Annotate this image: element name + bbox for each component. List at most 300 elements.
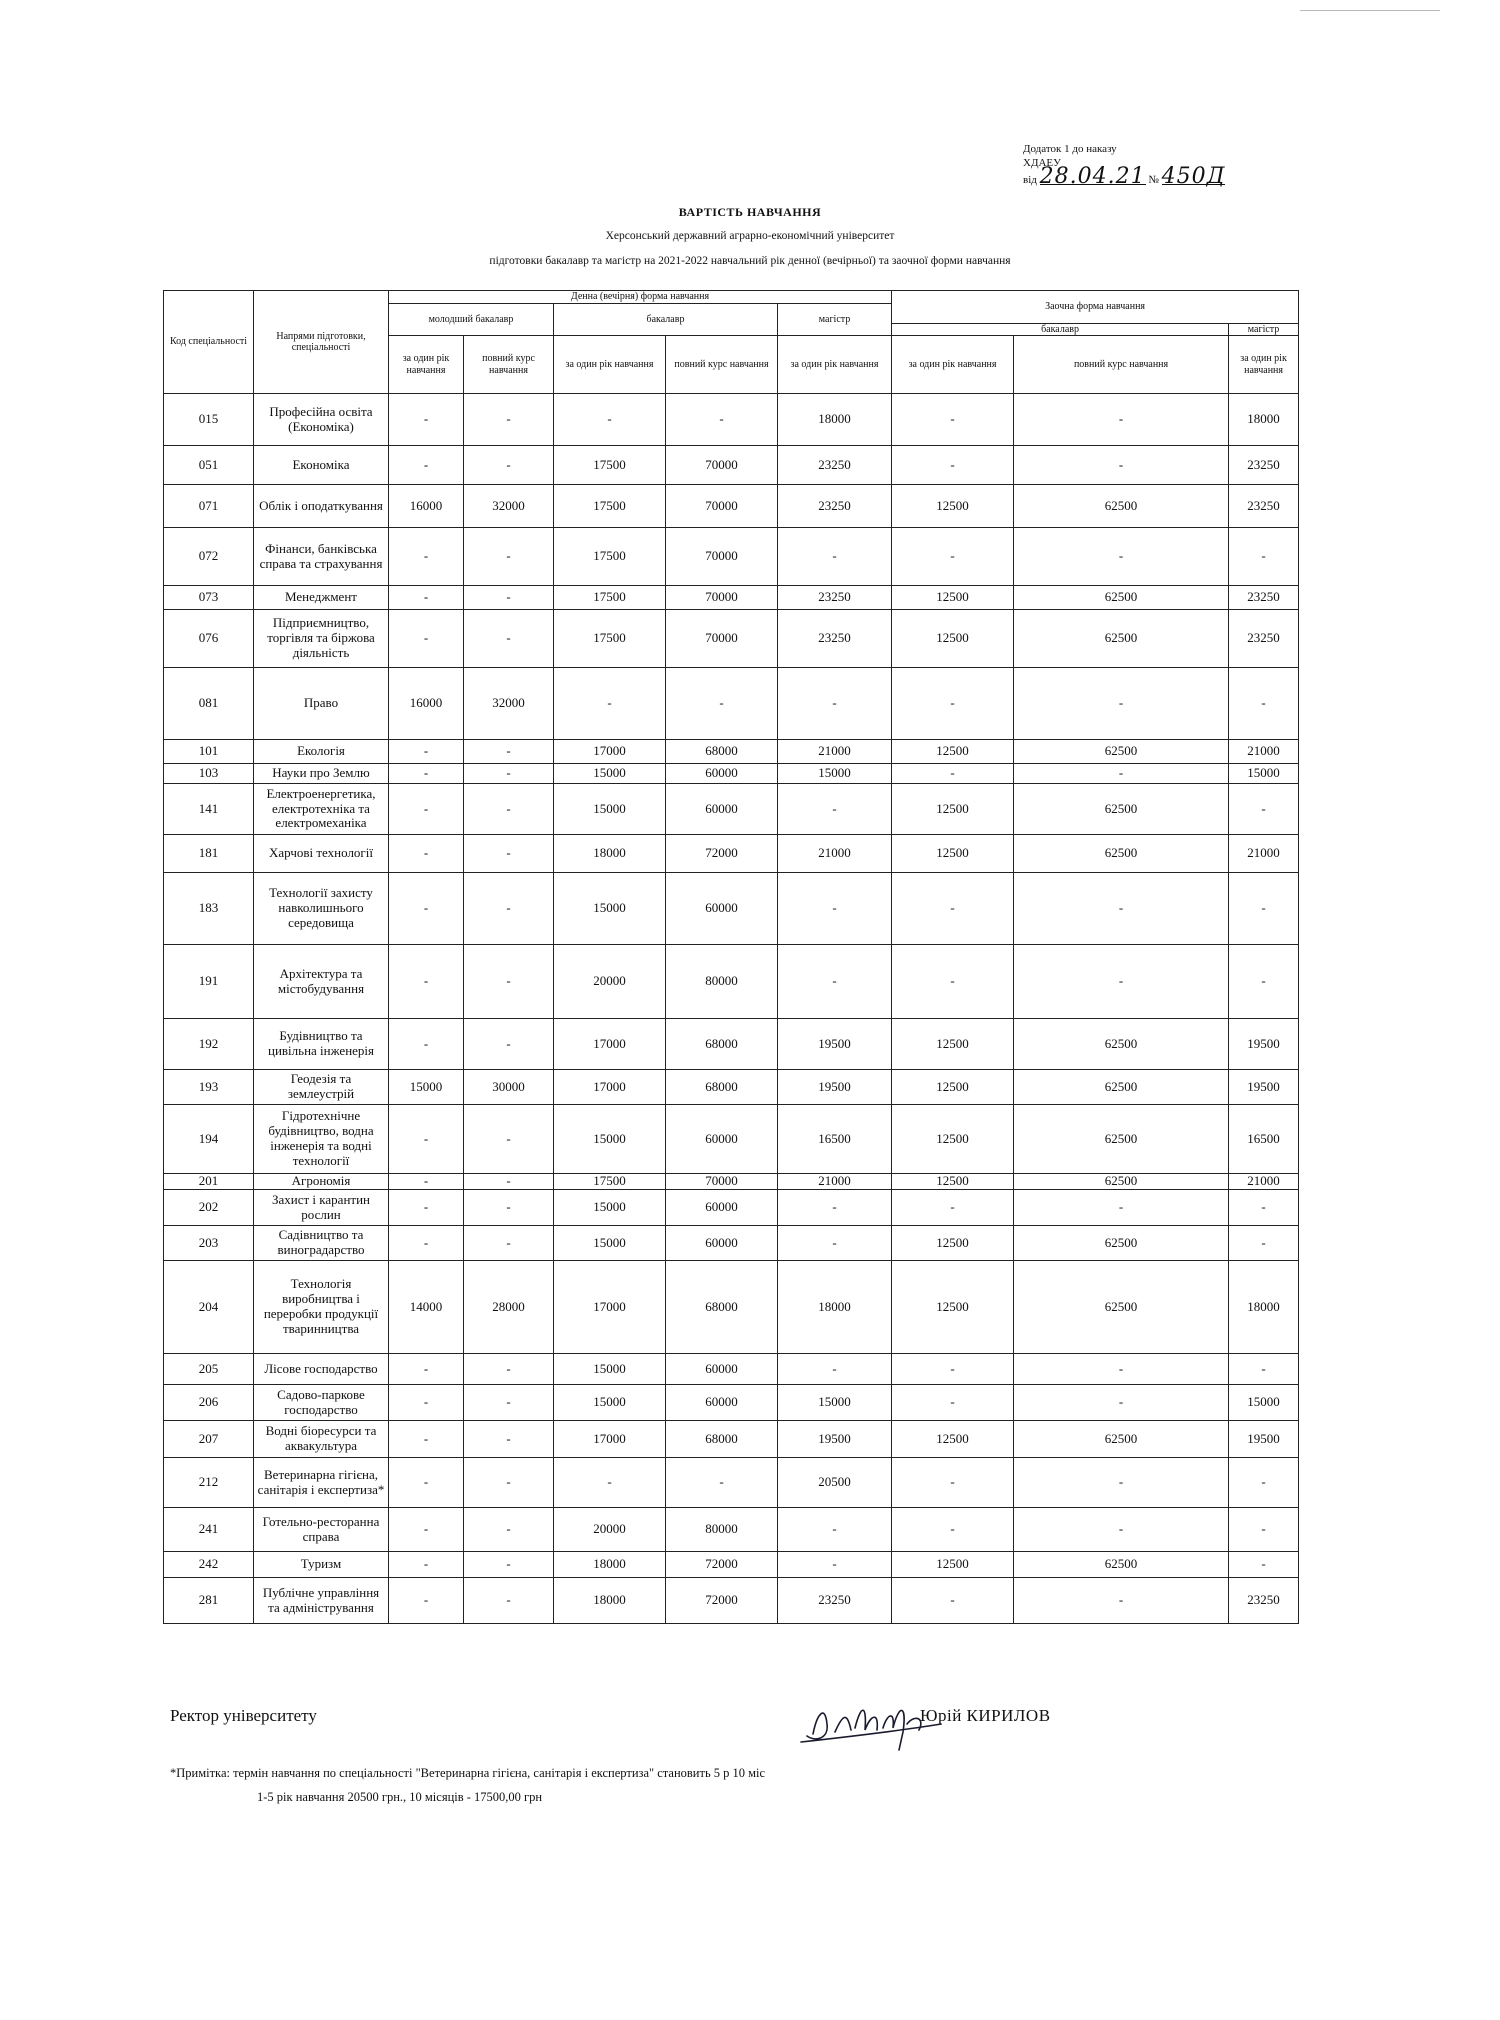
- fee-b-full-course: 72000: [666, 1552, 778, 1578]
- university-name: Херсонський державний аграрно-економічний університет: [605, 230, 895, 242]
- fee-b-per-year: 15000: [554, 1354, 666, 1385]
- specialty-code: 051: [164, 446, 254, 485]
- specialty-code: 141: [164, 784, 254, 835]
- specialty-name: Технології захисту навколишнього середовища: [254, 873, 389, 945]
- fee-m-per-year: -: [778, 945, 892, 1019]
- header-m-per-year: за один рік навчання: [778, 336, 892, 394]
- specialty-name: Науки про Землю: [254, 764, 389, 784]
- specialty-code: 241: [164, 1508, 254, 1552]
- fee-cb-full-course: -: [1014, 945, 1229, 1019]
- specialty-code: 076: [164, 610, 254, 668]
- fee-cb-full-course: -: [1014, 446, 1229, 485]
- fee-jb-per-year: 15000: [389, 1070, 464, 1105]
- fee-b-full-course: 70000: [666, 446, 778, 485]
- annex-from-label: від: [1023, 174, 1037, 186]
- table-row: [164, 1105, 1299, 1174]
- fee-cm-per-year: -: [1229, 1508, 1299, 1552]
- rector-name: Юрій КИРИЛОВ: [920, 1706, 1051, 1725]
- specialty-name: Професійна освіта (Економіка): [254, 394, 389, 446]
- fee-cb-full-course: 62500: [1014, 610, 1229, 668]
- fee-m-per-year: 19500: [778, 1019, 892, 1070]
- fee-cb-full-course: -: [1014, 668, 1229, 740]
- table-row: [164, 1190, 1299, 1226]
- fee-b-full-course: 60000: [666, 1190, 778, 1226]
- fee-cb-per-year: -: [892, 945, 1014, 1019]
- specialty-name: Харчові технології: [254, 835, 389, 873]
- specialty-code: 205: [164, 1354, 254, 1385]
- fee-cm-per-year: -: [1229, 1354, 1299, 1385]
- fee-jb-full-course: -: [464, 1354, 554, 1385]
- table-row: [164, 610, 1299, 668]
- fee-b-per-year: 15000: [554, 1226, 666, 1261]
- fee-jb-full-course: -: [464, 835, 554, 873]
- fee-b-per-year: 17500: [554, 610, 666, 668]
- fee-b-full-course: 68000: [666, 1421, 778, 1458]
- fee-cb-full-course: -: [1014, 1578, 1229, 1624]
- table-row: [164, 764, 1299, 784]
- fee-m-per-year: 21000: [778, 835, 892, 873]
- specialty-code: 192: [164, 1019, 254, 1070]
- fee-cb-full-course: 62500: [1014, 1070, 1229, 1105]
- fee-cm-per-year: -: [1229, 1552, 1299, 1578]
- specialty-code: 201: [164, 1174, 254, 1190]
- table-row: [164, 1552, 1299, 1578]
- fee-jb-full-course: -: [464, 1385, 554, 1421]
- specialty-code: 072: [164, 528, 254, 586]
- fee-cm-per-year: -: [1229, 784, 1299, 835]
- fee-cb-per-year: 12500: [892, 586, 1014, 610]
- fee-b-full-course: -: [666, 668, 778, 740]
- fee-b-per-year: -: [554, 668, 666, 740]
- fee-jb-full-course: -: [464, 784, 554, 835]
- fee-b-full-course: 68000: [666, 1261, 778, 1354]
- fee-b-full-course: 60000: [666, 784, 778, 835]
- table-row: [164, 668, 1299, 740]
- fee-m-per-year: 19500: [778, 1070, 892, 1105]
- fee-cb-full-course: 62500: [1014, 1226, 1229, 1261]
- fee-cb-full-course: -: [1014, 764, 1229, 784]
- fee-cm-per-year: -: [1229, 873, 1299, 945]
- fee-jb-full-course: -: [464, 945, 554, 1019]
- fee-cb-full-course: -: [1014, 1458, 1229, 1508]
- annex-line2: ХДАЕУ: [1023, 157, 1061, 169]
- header-cm-per-year: за один рік навчання: [1229, 336, 1299, 394]
- table-row: [164, 873, 1299, 945]
- table-row: [164, 740, 1299, 764]
- fee-jb-full-course: -: [464, 740, 554, 764]
- fee-b-per-year: 17000: [554, 1019, 666, 1070]
- header-corr-master: магістр: [1229, 323, 1299, 336]
- fee-cb-full-course: 62500: [1014, 835, 1229, 873]
- fee-cb-full-course: -: [1014, 1354, 1229, 1385]
- fee-jb-full-course: -: [464, 610, 554, 668]
- header-jb-per-year: за один рік навчання: [389, 336, 464, 394]
- fee-jb-per-year: -: [389, 610, 464, 668]
- fee-cm-per-year: 23250: [1229, 1578, 1299, 1624]
- annex-date: 28.04.21: [1039, 164, 1146, 189]
- fee-jb-full-course: -: [464, 1578, 554, 1624]
- fee-b-per-year: 17000: [554, 1261, 666, 1354]
- fee-jb-full-course: -: [464, 586, 554, 610]
- fee-cm-per-year: 19500: [1229, 1421, 1299, 1458]
- fee-m-per-year: -: [778, 873, 892, 945]
- fee-cm-per-year: -: [1229, 945, 1299, 1019]
- fee-cm-per-year: 23250: [1229, 586, 1299, 610]
- specialty-name: Фінанси, банківська справа та страхування: [254, 528, 389, 586]
- fee-jb-per-year: -: [389, 784, 464, 835]
- specialty-name: Екологія: [254, 740, 389, 764]
- specialty-code: 281: [164, 1578, 254, 1624]
- fee-b-per-year: -: [554, 394, 666, 446]
- fee-jb-per-year: -: [389, 1508, 464, 1552]
- fee-cb-per-year: -: [892, 394, 1014, 446]
- fee-m-per-year: -: [778, 1354, 892, 1385]
- scan-edge-line: [1300, 10, 1440, 11]
- specialty-name: Економіка: [254, 446, 389, 485]
- fee-jb-per-year: -: [389, 740, 464, 764]
- annex-number: 450Д: [1161, 164, 1226, 189]
- header-day-junior-bachelor: молодший бакалавр: [389, 303, 554, 336]
- fee-jb-full-course: -: [464, 1174, 554, 1190]
- fee-b-per-year: 15000: [554, 1385, 666, 1421]
- fee-jb-full-course: -: [464, 873, 554, 945]
- table-row: [164, 1458, 1299, 1508]
- fee-cb-full-course: -: [1014, 528, 1229, 586]
- table-row: [164, 528, 1299, 586]
- specialty-name: Садівництво та виноградарство: [254, 1226, 389, 1261]
- fee-m-per-year: 21000: [778, 1174, 892, 1190]
- fee-cm-per-year: 19500: [1229, 1019, 1299, 1070]
- specialty-name: Підприємництво, торгівля та біржова діяльність: [254, 610, 389, 668]
- specialty-code: 207: [164, 1421, 254, 1458]
- fee-b-full-course: 68000: [666, 1019, 778, 1070]
- fee-cb-full-course: -: [1014, 1190, 1229, 1226]
- fee-cm-per-year: 19500: [1229, 1070, 1299, 1105]
- fee-b-per-year: 15000: [554, 1105, 666, 1174]
- fee-m-per-year: -: [778, 1190, 892, 1226]
- fee-b-full-course: -: [666, 1458, 778, 1508]
- fee-m-per-year: -: [778, 784, 892, 835]
- header-day-form: Денна (вечірня) форма навчання: [389, 291, 892, 304]
- specialty-name: Садово-паркове господарство: [254, 1385, 389, 1421]
- fee-b-per-year: 17500: [554, 1174, 666, 1190]
- fee-cb-full-course: 62500: [1014, 586, 1229, 610]
- fee-b-full-course: -: [666, 394, 778, 446]
- specialty-name: Ветеринарна гігієна, санітарія і експертиза*: [254, 1458, 389, 1508]
- table-row: [164, 1019, 1299, 1070]
- fee-cb-per-year: 12500: [892, 1552, 1014, 1578]
- fee-jb-per-year: -: [389, 1458, 464, 1508]
- fee-jb-full-course: -: [464, 1226, 554, 1261]
- fee-cb-per-year: -: [892, 446, 1014, 485]
- fee-jb-full-course: -: [464, 764, 554, 784]
- fee-jb-per-year: -: [389, 1174, 464, 1190]
- specialty-code: 191: [164, 945, 254, 1019]
- fee-m-per-year: 23250: [778, 586, 892, 610]
- fee-b-per-year: 17500: [554, 528, 666, 586]
- specialty-name: Геодезія та землеустрій: [254, 1070, 389, 1105]
- fee-cb-per-year: 12500: [892, 610, 1014, 668]
- header-day-master: магістр: [778, 303, 892, 336]
- fee-b-per-year: 17000: [554, 740, 666, 764]
- fee-b-full-course: 70000: [666, 528, 778, 586]
- specialty-name: Водні біоресурси та аквакультура: [254, 1421, 389, 1458]
- fee-jb-full-course: -: [464, 394, 554, 446]
- fee-cb-per-year: 12500: [892, 784, 1014, 835]
- fee-cb-per-year: 12500: [892, 1174, 1014, 1190]
- footnote-line2: 1-5 рік навчання 20500 грн., 10 місяців - 17500,00 грн: [257, 1790, 543, 1804]
- table-row: [164, 1174, 1299, 1190]
- specialty-name: Електроенергетика, електротехніка та електромеханіка: [254, 784, 389, 835]
- fee-cb-full-course: -: [1014, 873, 1229, 945]
- fee-jb-per-year: -: [389, 528, 464, 586]
- header-cb-full-course: повний курс навчання: [1014, 336, 1229, 394]
- specialty-name: Агрономія: [254, 1174, 389, 1190]
- fee-cb-per-year: 12500: [892, 1105, 1014, 1174]
- fee-jb-per-year: -: [389, 394, 464, 446]
- header-code: Код спеціальності: [164, 291, 254, 394]
- fee-jb-per-year: -: [389, 1190, 464, 1226]
- fee-m-per-year: -: [778, 1552, 892, 1578]
- specialty-name: Будівництво та цивільна інженерія: [254, 1019, 389, 1070]
- header-cb-per-year: за один рік навчання: [892, 336, 1014, 394]
- specialty-name: Право: [254, 668, 389, 740]
- fee-cb-per-year: -: [892, 668, 1014, 740]
- fee-jb-full-course: -: [464, 1105, 554, 1174]
- fee-cb-full-course: -: [1014, 1508, 1229, 1552]
- rector-label: Ректор університету: [170, 1706, 317, 1725]
- fee-cb-per-year: 12500: [892, 1226, 1014, 1261]
- fee-m-per-year: -: [778, 1226, 892, 1261]
- fee-b-per-year: -: [554, 1458, 666, 1508]
- fee-b-full-course: 68000: [666, 740, 778, 764]
- fee-cm-per-year: 15000: [1229, 1385, 1299, 1421]
- specialty-name: Захист і карантин рослин: [254, 1190, 389, 1226]
- table-row: [164, 784, 1299, 835]
- fee-cm-per-year: 15000: [1229, 764, 1299, 784]
- specialty-code: 081: [164, 668, 254, 740]
- table-row: [164, 1070, 1299, 1105]
- fee-cb-full-course: -: [1014, 1385, 1229, 1421]
- fee-cm-per-year: 23250: [1229, 446, 1299, 485]
- tuition-table-body: [164, 394, 1299, 1624]
- header-b-per-year: за один рік навчання: [554, 336, 666, 394]
- fee-b-per-year: 15000: [554, 784, 666, 835]
- fee-b-full-course: 80000: [666, 1508, 778, 1552]
- fee-jb-per-year: -: [389, 1226, 464, 1261]
- specialty-name: Архітектура та містобудування: [254, 945, 389, 1019]
- fee-cm-per-year: -: [1229, 668, 1299, 740]
- fee-m-per-year: 18000: [778, 394, 892, 446]
- table-row: [164, 1578, 1299, 1624]
- fee-cb-full-course: -: [1014, 394, 1229, 446]
- fee-m-per-year: 23250: [778, 446, 892, 485]
- fee-cb-per-year: -: [892, 528, 1014, 586]
- fee-b-full-course: 60000: [666, 1105, 778, 1174]
- specialty-code: 203: [164, 1226, 254, 1261]
- fee-jb-full-course: 32000: [464, 668, 554, 740]
- fee-b-full-course: 72000: [666, 835, 778, 873]
- specialty-name: Туризм: [254, 1552, 389, 1578]
- fee-b-full-course: 72000: [666, 1578, 778, 1624]
- fee-cb-full-course: 62500: [1014, 1552, 1229, 1578]
- fee-m-per-year: 23250: [778, 485, 892, 528]
- fee-jb-per-year: -: [389, 835, 464, 873]
- fee-cm-per-year: 21000: [1229, 1174, 1299, 1190]
- fee-cm-per-year: -: [1229, 1190, 1299, 1226]
- fee-jb-per-year: 14000: [389, 1261, 464, 1354]
- fee-jb-full-course: -: [464, 1458, 554, 1508]
- specialty-code: 103: [164, 764, 254, 784]
- fee-m-per-year: 19500: [778, 1421, 892, 1458]
- header-jb-full-course: повний курс навчання: [464, 336, 554, 394]
- fee-cb-per-year: -: [892, 1385, 1014, 1421]
- fee-b-per-year: 17500: [554, 485, 666, 528]
- fee-b-per-year: 18000: [554, 1578, 666, 1624]
- fee-m-per-year: 23250: [778, 610, 892, 668]
- specialty-code: 212: [164, 1458, 254, 1508]
- fee-cm-per-year: 18000: [1229, 1261, 1299, 1354]
- table-row: [164, 945, 1299, 1019]
- fee-m-per-year: 18000: [778, 1261, 892, 1354]
- fee-m-per-year: 20500: [778, 1458, 892, 1508]
- header-correspondence-form: Заочна форма навчання: [892, 291, 1299, 324]
- table-row: [164, 446, 1299, 485]
- fee-b-full-course: 68000: [666, 1070, 778, 1105]
- fee-cb-per-year: 12500: [892, 1421, 1014, 1458]
- fee-jb-full-course: -: [464, 1190, 554, 1226]
- fee-b-full-course: 70000: [666, 1174, 778, 1190]
- table-row: [164, 1508, 1299, 1552]
- footnote-line1: *Примітка: термін навчання по спеціальності "Ветеринарна гігієна, санітарія і експертиза" становить 5 р 10 міс: [170, 1766, 766, 1780]
- fee-b-full-course: 60000: [666, 1354, 778, 1385]
- fee-cb-per-year: -: [892, 1458, 1014, 1508]
- fee-cm-per-year: 18000: [1229, 394, 1299, 446]
- fee-jb-per-year: 16000: [389, 485, 464, 528]
- specialty-name: Гідротехнічне будівництво, водна інженерія та водні технології: [254, 1105, 389, 1174]
- fee-cb-full-course: 62500: [1014, 485, 1229, 528]
- fee-b-per-year: 18000: [554, 835, 666, 873]
- table-row: [164, 394, 1299, 446]
- table-row: [164, 1354, 1299, 1385]
- fee-jb-full-course: -: [464, 1421, 554, 1458]
- table-row: [164, 1421, 1299, 1458]
- fee-b-per-year: 15000: [554, 873, 666, 945]
- fee-cb-full-course: 62500: [1014, 784, 1229, 835]
- fee-cm-per-year: 23250: [1229, 485, 1299, 528]
- fee-cm-per-year: -: [1229, 1458, 1299, 1508]
- specialty-code: 015: [164, 394, 254, 446]
- fee-b-full-course: 80000: [666, 945, 778, 1019]
- fee-jb-full-course: -: [464, 1552, 554, 1578]
- fee-jb-per-year: -: [389, 586, 464, 610]
- document-subtitle: підготовки бакалавр та магістр на 2021-2022 навчальний рік денної (вечірньої) та заочної форми навчання: [489, 255, 1011, 267]
- fee-cb-full-course: 62500: [1014, 1174, 1229, 1190]
- fee-b-full-course: 70000: [666, 485, 778, 528]
- specialty-code: 242: [164, 1552, 254, 1578]
- fee-m-per-year: -: [778, 668, 892, 740]
- fee-cb-per-year: 12500: [892, 1261, 1014, 1354]
- fee-m-per-year: 23250: [778, 1578, 892, 1624]
- fee-b-full-course: 60000: [666, 1385, 778, 1421]
- specialty-name: Лісове господарство: [254, 1354, 389, 1385]
- specialty-code: 071: [164, 485, 254, 528]
- fee-m-per-year: 21000: [778, 740, 892, 764]
- document-title: ВАРТІСТЬ НАВЧАННЯ: [678, 205, 822, 219]
- fee-cb-full-course: 62500: [1014, 740, 1229, 764]
- fee-jb-full-course: -: [464, 528, 554, 586]
- fee-jb-per-year: -: [389, 1019, 464, 1070]
- tuition-table: [163, 290, 1299, 1624]
- specialty-code: 194: [164, 1105, 254, 1174]
- fee-b-full-course: 60000: [666, 1226, 778, 1261]
- table-row: [164, 586, 1299, 610]
- fee-cb-full-course: 62500: [1014, 1261, 1229, 1354]
- fee-b-per-year: 17000: [554, 1421, 666, 1458]
- fee-cb-per-year: -: [892, 1508, 1014, 1552]
- specialty-name: Публічне управління та адміністрування: [254, 1578, 389, 1624]
- table-row: [164, 1385, 1299, 1421]
- fee-cb-per-year: 12500: [892, 1019, 1014, 1070]
- fee-jb-per-year: 16000: [389, 668, 464, 740]
- fee-m-per-year: 15000: [778, 764, 892, 784]
- fee-b-per-year: 15000: [554, 1190, 666, 1226]
- annex-reference: [1023, 142, 1263, 187]
- fee-cm-per-year: -: [1229, 528, 1299, 586]
- fee-jb-per-year: -: [389, 945, 464, 1019]
- fee-jb-per-year: -: [389, 1105, 464, 1174]
- specialty-code: 193: [164, 1070, 254, 1105]
- fee-m-per-year: 15000: [778, 1385, 892, 1421]
- fee-cb-per-year: 12500: [892, 740, 1014, 764]
- fee-cb-per-year: -: [892, 1354, 1014, 1385]
- table-row: [164, 1226, 1299, 1261]
- fee-cb-per-year: 12500: [892, 835, 1014, 873]
- annex-number-label: №: [1148, 174, 1159, 186]
- fee-jb-full-course: -: [464, 1019, 554, 1070]
- fee-cb-per-year: -: [892, 764, 1014, 784]
- specialty-code: 202: [164, 1190, 254, 1226]
- fee-cb-per-year: 12500: [892, 1070, 1014, 1105]
- specialty-code: 101: [164, 740, 254, 764]
- table-row: [164, 835, 1299, 873]
- fee-jb-per-year: -: [389, 1354, 464, 1385]
- fee-cm-per-year: 21000: [1229, 740, 1299, 764]
- fee-b-full-course: 70000: [666, 586, 778, 610]
- fee-cb-full-course: 62500: [1014, 1019, 1229, 1070]
- fee-cb-per-year: -: [892, 873, 1014, 945]
- fee-jb-per-year: -: [389, 446, 464, 485]
- fee-cm-per-year: -: [1229, 1226, 1299, 1261]
- fee-jb-full-course: 30000: [464, 1070, 554, 1105]
- header-day-bachelor: бакалавр: [554, 303, 778, 336]
- header-b-full-course: повний курс навчання: [666, 336, 778, 394]
- specialty-code: 206: [164, 1385, 254, 1421]
- fee-m-per-year: -: [778, 528, 892, 586]
- header-corr-bachelor: бакалавр: [892, 323, 1229, 336]
- table-row: [164, 1261, 1299, 1354]
- fee-b-per-year: 15000: [554, 764, 666, 784]
- fee-cb-per-year: -: [892, 1190, 1014, 1226]
- fee-jb-per-year: -: [389, 1552, 464, 1578]
- fee-b-per-year: 17500: [554, 446, 666, 485]
- fee-b-per-year: 17000: [554, 1070, 666, 1105]
- fee-cb-per-year: -: [892, 1578, 1014, 1624]
- header-direction: Напрями підготовки, спеціальності: [254, 291, 389, 394]
- specialty-code: 183: [164, 873, 254, 945]
- fee-b-full-course: 70000: [666, 610, 778, 668]
- specialty-name: Менеджмент: [254, 586, 389, 610]
